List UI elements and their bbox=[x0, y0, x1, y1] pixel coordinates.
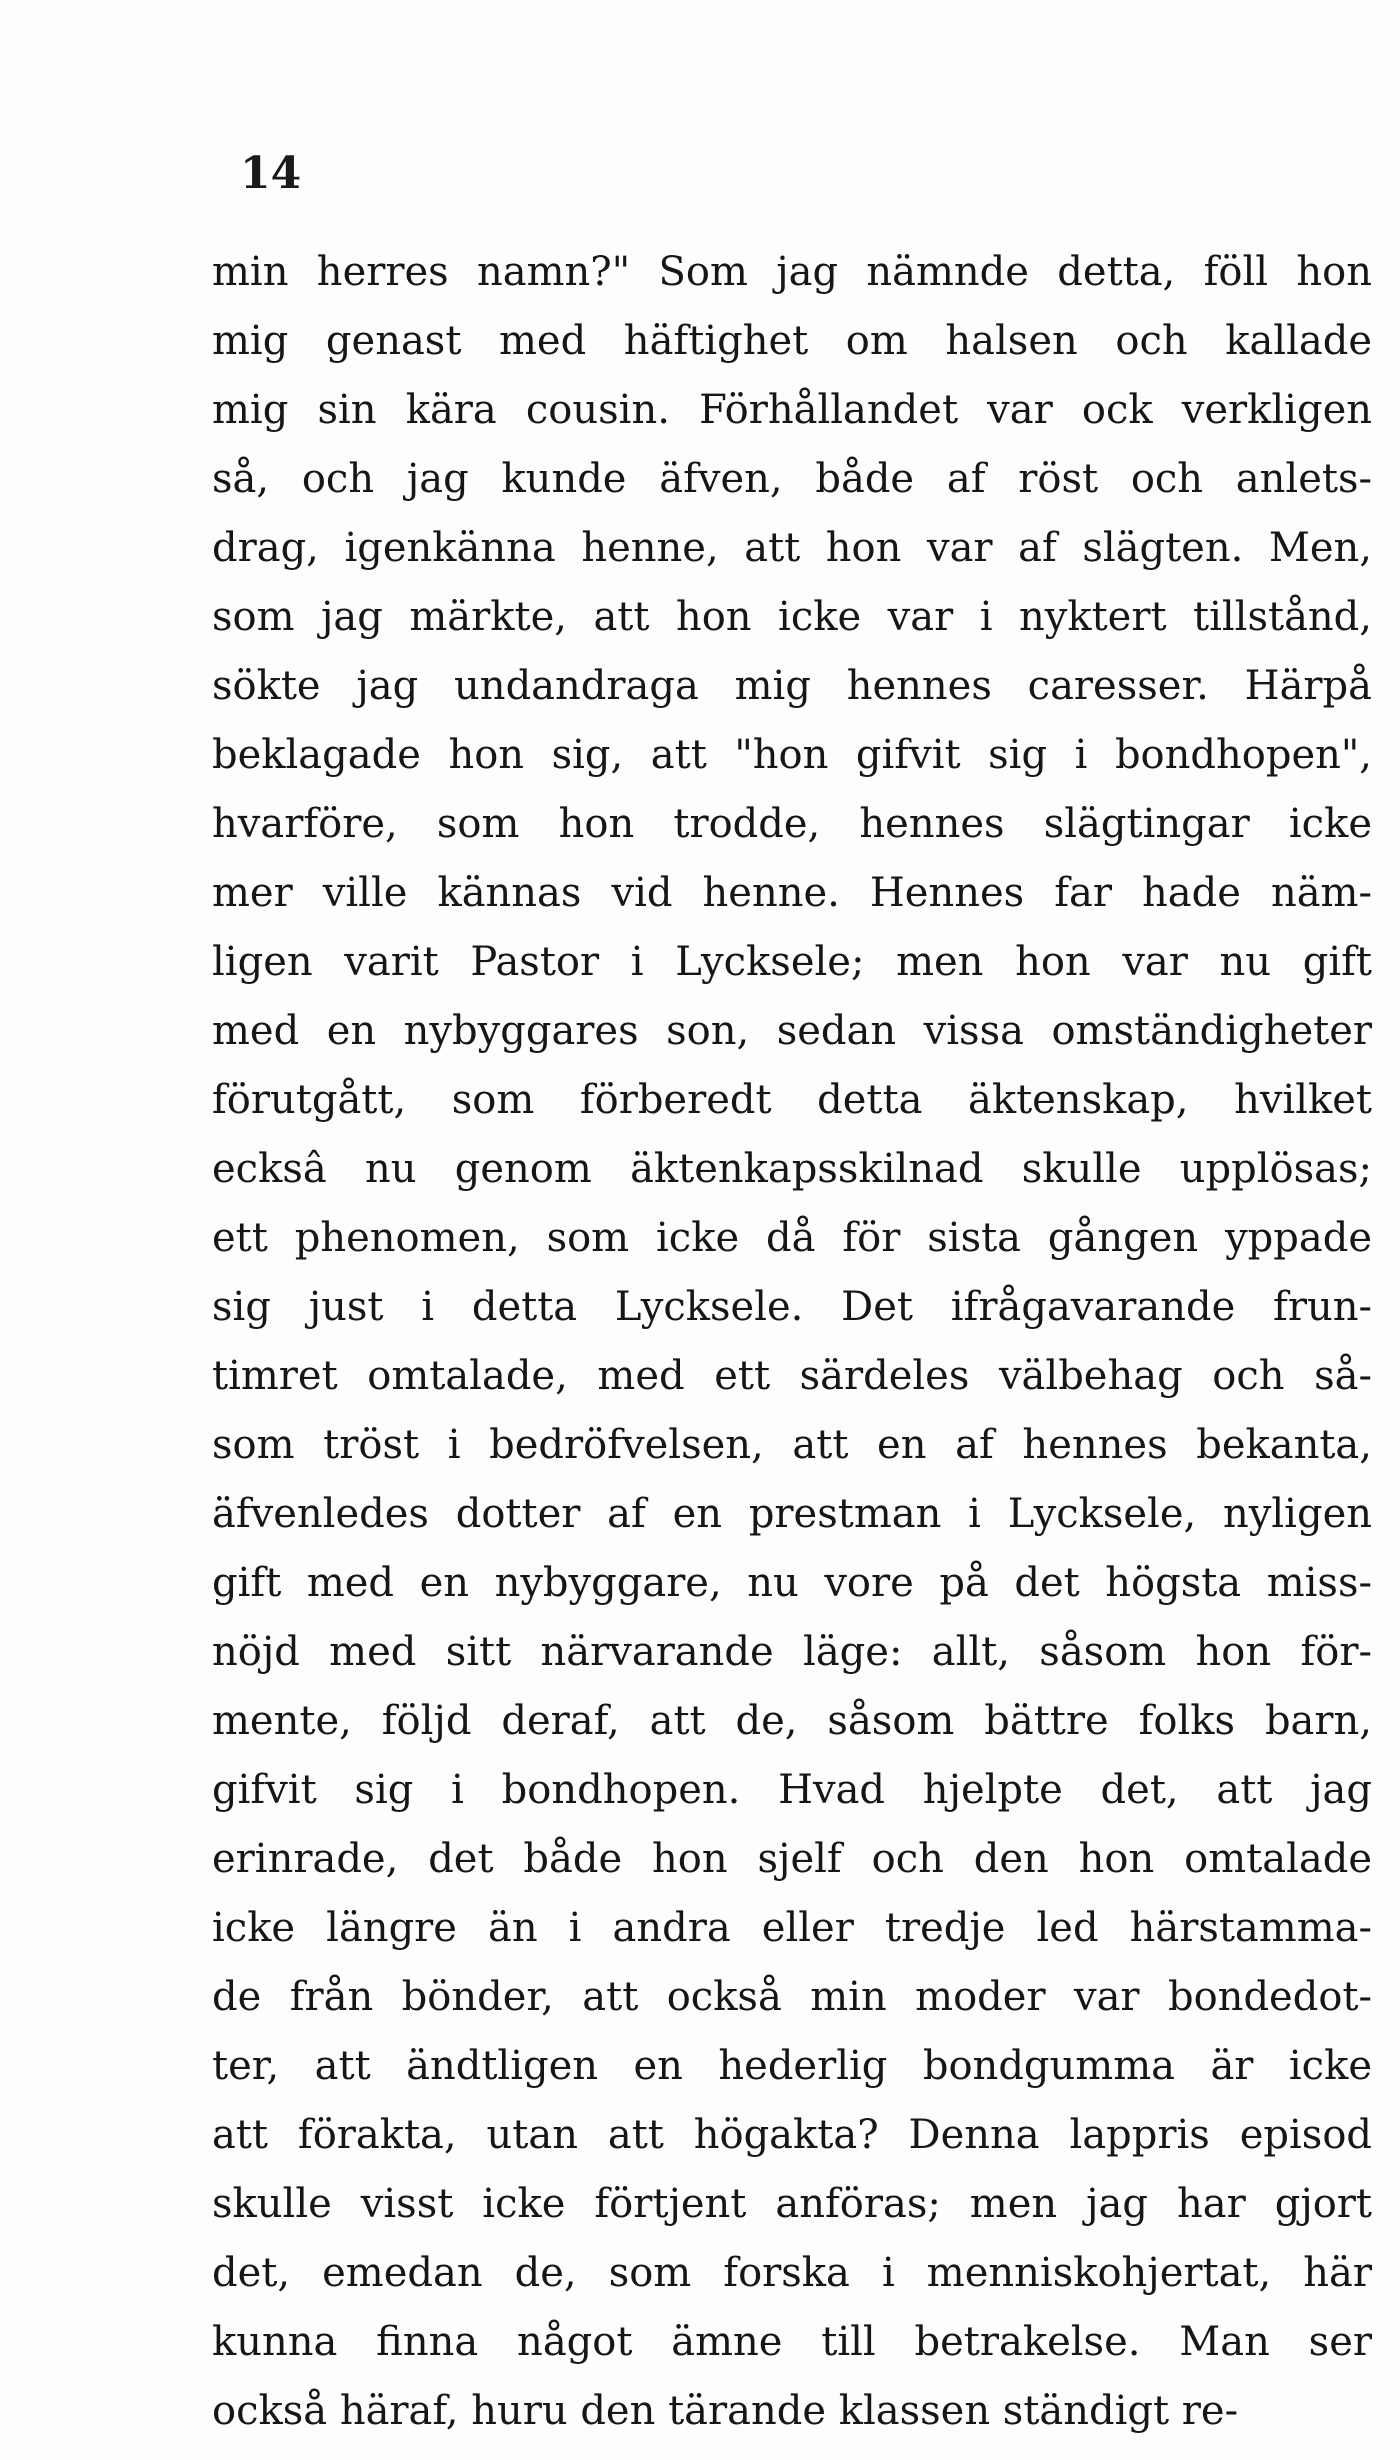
text-line: skulle visst icke förtjent anföras; men jag har gjort bbox=[212, 2181, 1372, 2227]
text-line: förutgått, som förberedt detta äktenskap, hvilket bbox=[212, 1077, 1372, 1123]
text-line: drag, igenkänna henne, att hon var af slägten. Men, bbox=[212, 525, 1372, 571]
text-line: ett phenomen, som icke då för sista gången yppade bbox=[212, 1215, 1372, 1261]
text-line: erinrade, det både hon sjelf och den hon omtalade bbox=[212, 1836, 1372, 1882]
text-line: mer ville kännas vid henne. Hennes far hade näm- bbox=[212, 870, 1372, 916]
text-line: beklagade hon sig, att "hon gifvit sig i bondhopen", bbox=[212, 732, 1372, 778]
text-line: med en nybyggares son, sedan vissa omständigheter bbox=[212, 1008, 1372, 1054]
text-line: gift med en nybyggare, nu vore på det högsta miss- bbox=[212, 1560, 1372, 1606]
text-line: hvarföre, som hon trodde, hennes slägtingar icke bbox=[212, 801, 1372, 847]
text-line: ligen varit Pastor i Lycksele; men hon var nu gift bbox=[212, 939, 1372, 985]
text-line: ter, att ändtligen en hederlig bondgumma är icke bbox=[212, 2043, 1372, 2089]
text-line: sökte jag undandraga mig hennes caresser. Härpå bbox=[212, 663, 1372, 709]
text-line: det, emedan de, som forska i menniskohjertat, här bbox=[212, 2250, 1372, 2296]
text-line: att förakta, utan att högakta? Denna lappris episod bbox=[212, 2112, 1372, 2158]
text-line: som jag märkte, att hon icke var i nyktert tillstånd, bbox=[212, 594, 1372, 640]
text-line: kunna finna något ämne till betrakelse. Man ser bbox=[212, 2319, 1372, 2365]
text-line: sig just i detta Lycksele. Det ifrågavarande frun- bbox=[212, 1284, 1372, 1330]
text-line: mig sin kära cousin. Förhållandet var ock verkligen bbox=[212, 387, 1372, 433]
text-line: icke längre än i andra eller tredje led härstamma- bbox=[212, 1905, 1372, 1951]
text-line: min herres namn?" Som jag nämnde detta, föll hon bbox=[212, 249, 1372, 295]
text-line: mente, följd deraf, att de, såsom bättre folks barn, bbox=[212, 1698, 1372, 1744]
page-number: 14 bbox=[240, 148, 302, 199]
text-line: också häraf, huru den tärande klassen ständigt re- bbox=[212, 2388, 1239, 2434]
text-line: de från bönder, att också min moder var bondedot- bbox=[212, 1974, 1372, 2020]
text-line: äfvenledes dotter af en prestman i Lycksele, nyligen bbox=[212, 1491, 1372, 1537]
text-line: som tröst i bedröfvelsen, att en af hennes bekanta, bbox=[212, 1422, 1372, 1468]
body-text bbox=[212, 238, 1372, 2446]
text-line: nöjd med sitt närvarande läge: allt, såsom hon för- bbox=[212, 1629, 1372, 1675]
text-line: gifvit sig i bondhopen. Hvad hjelpte det, att jag bbox=[212, 1767, 1372, 1813]
text-line: timret omtalade, med ett särdeles välbehag och så- bbox=[212, 1353, 1372, 1399]
text-line: mig genast med häftighet om halsen och kallade bbox=[212, 318, 1372, 364]
text-line: så, och jag kunde äfven, både af röst och anlets- bbox=[212, 456, 1372, 502]
text-line: ecksâ nu genom äktenkapsskilnad skulle upplösas; bbox=[212, 1146, 1372, 1192]
